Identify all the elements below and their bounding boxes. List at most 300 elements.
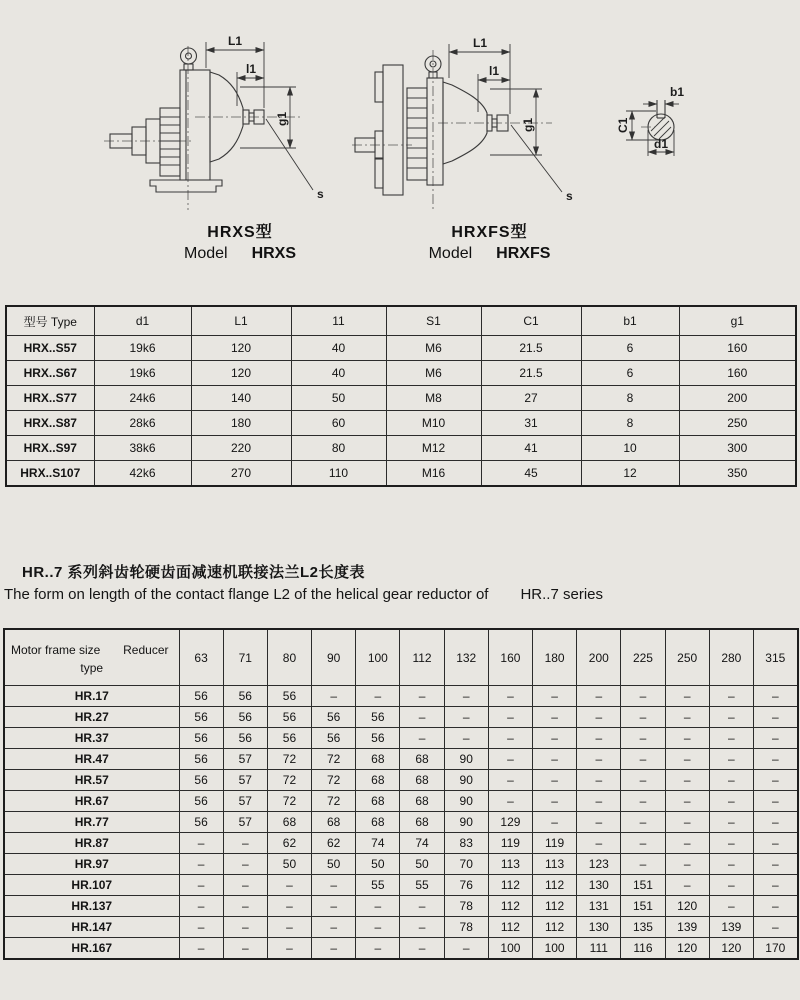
dimension-value-cell: M10 <box>386 411 481 436</box>
flange-length-cell: 68 <box>267 812 311 833</box>
flange-length-cell: – <box>621 749 665 770</box>
frame-size-header-315: 315 <box>753 629 797 686</box>
flange-title-cn: HR..7 系列斜齿轮硬齿面减速机联接法兰L2长度表 <box>22 564 366 581</box>
b1-label: b1 <box>670 85 685 99</box>
dimension-value-cell: 350 <box>679 461 796 487</box>
flange-length-cell: 56 <box>267 728 311 749</box>
flange-length-cell: – <box>267 896 311 917</box>
flange-length-cell: – <box>577 812 621 833</box>
frame-size-header-132: 132 <box>444 629 488 686</box>
flange-length-cell: – <box>621 707 665 728</box>
shaft-section-drawing <box>610 80 780 195</box>
flange-table-row <box>4 833 798 854</box>
flange-length-cell: 62 <box>312 833 356 854</box>
flange-table-row <box>4 791 798 812</box>
dimension-value-cell: 6 <box>581 361 679 386</box>
t1-column-header-4: S1 <box>386 306 481 336</box>
flange-length-cell: 56 <box>356 707 400 728</box>
dimension-value-cell: 12 <box>581 461 679 487</box>
flange-length-cell: – <box>577 749 621 770</box>
dimension-value-cell: M16 <box>386 461 481 487</box>
flange-length-cell: – <box>709 728 753 749</box>
flange-length-cell: 68 <box>356 812 400 833</box>
flange-length-cell: – <box>621 728 665 749</box>
reducer-type-cell: HR.167 <box>4 938 179 960</box>
flange-length-cell: – <box>577 707 621 728</box>
keyway <box>657 100 665 118</box>
flange-length-cell: 119 <box>533 833 577 854</box>
dimension-value-cell: M6 <box>386 336 481 361</box>
flange-length-cell: 112 <box>533 896 577 917</box>
flange-length-cell: – <box>665 791 709 812</box>
flange-length-cell: 170 <box>753 938 797 960</box>
flange-length-cell: – <box>488 686 532 707</box>
flange-length-cell: 57 <box>223 749 267 770</box>
flange-length-cell: – <box>621 854 665 875</box>
dimension-value-cell: 10 <box>581 436 679 461</box>
flange-table-row <box>4 917 798 938</box>
flange-length-cell: 56 <box>179 791 223 812</box>
flange-length-cell: 72 <box>312 791 356 812</box>
flange-length-cell: 76 <box>444 875 488 896</box>
flange-length-cell: – <box>709 896 753 917</box>
flange-length-cell: 55 <box>400 875 444 896</box>
g1-label: g1 <box>521 117 535 132</box>
flange-length-cell: 131 <box>577 896 621 917</box>
hrxs-caption-cn: HRXS型 <box>207 224 273 241</box>
dimension-value-cell: 38k6 <box>94 436 191 461</box>
flange-length-cell: 56 <box>223 728 267 749</box>
dimension-value-cell: 31 <box>481 411 581 436</box>
reducer-type-cell: HR.147 <box>4 917 179 938</box>
flange-length-cell: 50 <box>267 854 311 875</box>
s-label: s <box>566 189 573 203</box>
flange-length-cell: – <box>577 833 621 854</box>
flange-length-cell: 116 <box>621 938 665 960</box>
model-type-cell: HRX..S67 <box>6 361 94 386</box>
reducer-label: Reducer <box>123 642 169 657</box>
flange-length-cell: – <box>709 875 753 896</box>
dimension-value-cell: 140 <box>191 386 291 411</box>
hrxs-drawing <box>100 20 345 235</box>
s-leader-line <box>511 125 562 192</box>
model-type-cell: HRX..S107 <box>6 461 94 487</box>
ribbed-housing <box>407 88 427 180</box>
flange-length-cell: – <box>709 770 753 791</box>
corner-header-cell <box>4 629 179 686</box>
flange-table-row <box>4 854 798 875</box>
L1-label: L1 <box>227 34 243 48</box>
frame-size-header-71: 71 <box>223 629 267 686</box>
flange-length-cell: 68 <box>400 749 444 770</box>
flange-length-cell: – <box>179 917 223 938</box>
flange-length-cell: – <box>179 938 223 960</box>
dimension-value-cell: 120 <box>191 336 291 361</box>
flange-length-cell: – <box>533 749 577 770</box>
motor-frame-size-label: Motor frame size <box>11 642 101 657</box>
dimension-value-cell: 8 <box>581 386 679 411</box>
hrxs-caption <box>160 219 320 263</box>
reducer-type-cell: HR.97 <box>4 854 179 875</box>
reducer-type-cell: HR.107 <box>4 875 179 896</box>
flange-length-cell: – <box>533 728 577 749</box>
flange-length-cell: – <box>223 875 267 896</box>
flange-table-row <box>4 812 798 833</box>
flange-length-cell: 57 <box>223 812 267 833</box>
flange-length-cell: – <box>665 728 709 749</box>
flange-length-cell: – <box>753 875 797 896</box>
flange-length-cell: 78 <box>444 917 488 938</box>
flange-length-cell: 135 <box>621 917 665 938</box>
flange-length-cell: 83 <box>444 833 488 854</box>
flange-length-cell: – <box>400 917 444 938</box>
reducer-type-cell: HR.77 <box>4 812 179 833</box>
flange-length-cell: 113 <box>488 854 532 875</box>
d1-label: d1 <box>653 137 669 151</box>
flange-length-cell: 70 <box>444 854 488 875</box>
dimension-table-row <box>6 411 796 436</box>
flange-length-cell: 56 <box>179 707 223 728</box>
model-type-cell: HRX..S97 <box>6 436 94 461</box>
flange-length-cell: – <box>621 770 665 791</box>
dimension-value-cell: 110 <box>291 461 386 487</box>
flange-length-cell: – <box>709 749 753 770</box>
t1-column-header-5: C1 <box>481 306 581 336</box>
C1-label: C1 <box>616 117 630 133</box>
flange-length-cell: 74 <box>400 833 444 854</box>
flange-length-cell: 90 <box>444 749 488 770</box>
dimension-value-cell: 50 <box>291 386 386 411</box>
flange-length-cell: – <box>577 791 621 812</box>
model-label: Model <box>428 245 473 262</box>
dimension-value-cell: 250 <box>679 411 796 436</box>
frame-size-header-280: 280 <box>709 629 753 686</box>
gear-case <box>427 78 443 185</box>
flange-length-cell: – <box>621 833 665 854</box>
flange-length-cell: 56 <box>356 728 400 749</box>
L1-label: L1 <box>472 36 488 50</box>
flange-length-cell: – <box>312 917 356 938</box>
flange-length-cell: – <box>312 938 356 960</box>
t1-column-header-0: 型号 Type <box>6 306 94 336</box>
flange-length-cell: – <box>577 686 621 707</box>
t1-column-header-1: d1 <box>94 306 191 336</box>
flange-length-cell: – <box>753 749 797 770</box>
dimension-value-cell: 24k6 <box>94 386 191 411</box>
flange-title-en <box>4 586 603 603</box>
flange-length-cell: 68 <box>356 770 400 791</box>
flange-length-cell: – <box>533 707 577 728</box>
reducer-type-cell: HR.47 <box>4 749 179 770</box>
flange-length-cell: – <box>179 896 223 917</box>
dimension-value-cell: 40 <box>291 361 386 386</box>
flange-length-cell: – <box>223 833 267 854</box>
reducer-type-cell: HR.27 <box>4 707 179 728</box>
flange-length-cell: 120 <box>665 896 709 917</box>
flange-length-cell: – <box>753 728 797 749</box>
flange-length-cell: – <box>400 707 444 728</box>
flange-length-cell: 112 <box>488 875 532 896</box>
flange-length-cell: – <box>267 938 311 960</box>
model-type-cell: HRX..S87 <box>6 411 94 436</box>
flange-length-cell: 100 <box>533 938 577 960</box>
flange-length-cell: – <box>356 917 400 938</box>
flange-length-cell: – <box>577 770 621 791</box>
dimension-value-cell: 19k6 <box>94 336 191 361</box>
dimension-value-cell: 120 <box>191 361 291 386</box>
dimension-value-cell: 28k6 <box>94 411 191 436</box>
frame-size-header-63: 63 <box>179 629 223 686</box>
mounting-flange <box>383 65 403 195</box>
flange-length-cell: – <box>753 854 797 875</box>
dimension-table-row <box>6 461 796 487</box>
flange-length-cell: 55 <box>356 875 400 896</box>
flange-length-cell: 119 <box>488 833 532 854</box>
flange-length-table <box>3 628 799 960</box>
model-name: HRXS <box>251 245 297 262</box>
dimension-value-cell: 200 <box>679 386 796 411</box>
flange-length-cell: – <box>267 917 311 938</box>
dimension-value-cell: 220 <box>191 436 291 461</box>
flange-length-cell: 130 <box>577 917 621 938</box>
flange-length-cell: 139 <box>665 917 709 938</box>
flange-length-cell: – <box>444 728 488 749</box>
flange-length-cell: 120 <box>709 938 753 960</box>
flange-length-cell: 56 <box>267 707 311 728</box>
reducer-type-cell: HR.17 <box>4 686 179 707</box>
flange-length-cell: 112 <box>488 917 532 938</box>
flange-length-cell: 56 <box>179 770 223 791</box>
flange-length-cell: 68 <box>356 791 400 812</box>
eyebolt <box>181 48 197 64</box>
flange-title-series: HR..7 series <box>520 586 603 603</box>
flange-length-cell: 112 <box>533 917 577 938</box>
flange-length-cell: 72 <box>312 749 356 770</box>
flange-table-row <box>4 707 798 728</box>
flange-length-cell: – <box>488 707 532 728</box>
flange-length-cell: – <box>223 938 267 960</box>
dimension-value-cell: 160 <box>679 336 796 361</box>
dimension-value-cell: 300 <box>679 436 796 461</box>
flange-table-row <box>4 896 798 917</box>
flange-length-cell: – <box>400 686 444 707</box>
housing-ribs <box>160 117 180 165</box>
flange-length-cell: – <box>400 728 444 749</box>
base-foot <box>150 180 222 192</box>
model-type-cell: HRX..S57 <box>6 336 94 361</box>
eyebolt-hole <box>186 53 192 59</box>
s-leader-line <box>266 119 313 190</box>
hrxfs-caption-en <box>407 245 572 263</box>
flange-length-cell: – <box>267 875 311 896</box>
flange-length-cell: 120 <box>665 938 709 960</box>
dimension-value-cell: M12 <box>386 436 481 461</box>
frame-size-header-200: 200 <box>577 629 621 686</box>
dimension-value-cell: M6 <box>386 361 481 386</box>
dimension-value-cell: M8 <box>386 386 481 411</box>
flange-length-cell: – <box>488 749 532 770</box>
flange-length-cell: – <box>223 917 267 938</box>
frame-size-header-112: 112 <box>400 629 444 686</box>
flange-length-cell: 50 <box>312 854 356 875</box>
dimension-value-cell: 80 <box>291 436 386 461</box>
flange-length-cell: – <box>709 686 753 707</box>
flange-length-cell: 123 <box>577 854 621 875</box>
frame-size-header-160: 160 <box>488 629 532 686</box>
dimension-table-header-row <box>6 306 796 336</box>
dimension-value-cell: 41 <box>481 436 581 461</box>
flange-length-cell: 90 <box>444 770 488 791</box>
dimension-value-cell: 180 <box>191 411 291 436</box>
flange-length-cell: – <box>665 875 709 896</box>
flange-length-cell: – <box>621 791 665 812</box>
flange-length-cell: – <box>533 791 577 812</box>
flange-length-cell: 68 <box>356 749 400 770</box>
flange-length-cell: 56 <box>267 686 311 707</box>
flange-length-cell: 56 <box>179 812 223 833</box>
s-label: s <box>317 187 324 201</box>
flange-length-cell: 57 <box>223 791 267 812</box>
flange-length-cell: – <box>753 791 797 812</box>
frame-size-header-180: 180 <box>533 629 577 686</box>
flange-length-cell: 56 <box>179 686 223 707</box>
flange-table-header-row <box>4 629 798 686</box>
model-name: HRXFS <box>496 245 551 262</box>
flange-length-cell: – <box>400 896 444 917</box>
flange-length-cell: – <box>223 896 267 917</box>
dimension-value-cell: 27 <box>481 386 581 411</box>
frame-size-header-250: 250 <box>665 629 709 686</box>
section-hatching <box>651 117 671 139</box>
hrxs-caption-en <box>160 245 320 263</box>
flange-title-en-text: The form on length of the contact flange L2 of the helical gear reductor of <box>4 586 489 603</box>
flange-length-cell: – <box>709 791 753 812</box>
flange-length-cell: 112 <box>533 875 577 896</box>
dimension-table-row <box>6 336 796 361</box>
flange-length-cell: 68 <box>400 812 444 833</box>
flange-length-cell: – <box>444 938 488 960</box>
flange-length-cell: 62 <box>267 833 311 854</box>
flange-length-cell: 130 <box>577 875 621 896</box>
flange-length-cell: 139 <box>709 917 753 938</box>
flange-length-cell: – <box>179 833 223 854</box>
flange-length-cell: – <box>665 770 709 791</box>
flange-table-row <box>4 770 798 791</box>
flange-length-cell: – <box>709 707 753 728</box>
flange-length-cell: – <box>665 833 709 854</box>
reducer-type-cell: HR.137 <box>4 896 179 917</box>
flange-length-cell: – <box>665 812 709 833</box>
l1-label: l1 <box>245 62 257 76</box>
flange-length-cell: 68 <box>400 770 444 791</box>
flange-length-cell: 50 <box>356 854 400 875</box>
flange-length-cell: 68 <box>400 791 444 812</box>
dimension-table-row <box>6 436 796 461</box>
flange-length-cell: – <box>621 812 665 833</box>
flange-length-cell: – <box>223 854 267 875</box>
flange-length-cell: 72 <box>267 749 311 770</box>
dimension-value-cell: 160 <box>679 361 796 386</box>
flange-section-title <box>4 561 603 603</box>
frame-size-header-100: 100 <box>356 629 400 686</box>
flange-length-cell: – <box>179 854 223 875</box>
flange-length-cell: 90 <box>444 812 488 833</box>
dimension-value-cell: 40 <box>291 336 386 361</box>
ribbed-housing <box>160 108 180 176</box>
flange-length-cell: – <box>753 707 797 728</box>
flange-length-cell: – <box>488 728 532 749</box>
frame-size-header-80: 80 <box>267 629 311 686</box>
flange-length-cell: 78 <box>444 896 488 917</box>
hrxfs-caption-cn: HRXFS型 <box>451 224 528 241</box>
flange-table-row <box>4 728 798 749</box>
hrx-dimension-table <box>5 305 797 487</box>
flange-table-row <box>4 686 798 707</box>
flange-length-cell: 72 <box>312 770 356 791</box>
flange-length-cell: – <box>753 833 797 854</box>
flange-length-cell: – <box>709 833 753 854</box>
flange-length-cell: – <box>444 686 488 707</box>
reducer-type-cell: HR.87 <box>4 833 179 854</box>
flange-length-cell: – <box>577 728 621 749</box>
flange-length-cell: 72 <box>267 791 311 812</box>
flange-length-cell: – <box>665 749 709 770</box>
gear-case <box>180 70 210 180</box>
t1-column-header-2: L1 <box>191 306 291 336</box>
flange-lug-top <box>375 72 383 102</box>
flange-table-row <box>4 938 798 960</box>
model-label: Model <box>183 245 228 262</box>
flange-length-cell: – <box>753 812 797 833</box>
flange-length-cell: 56 <box>312 728 356 749</box>
flange-length-cell: – <box>312 686 356 707</box>
flange-length-cell: – <box>753 686 797 707</box>
hrxfs-drawing <box>350 20 595 235</box>
dimension-value-cell: 45 <box>481 461 581 487</box>
flange-length-cell: 113 <box>533 854 577 875</box>
flange-length-cell: – <box>179 875 223 896</box>
flange-length-cell: – <box>753 917 797 938</box>
flange-length-cell: 50 <box>400 854 444 875</box>
flange-length-cell: 56 <box>223 707 267 728</box>
flange-length-cell: 56 <box>179 728 223 749</box>
flange-length-cell: – <box>753 770 797 791</box>
frame-size-header-90: 90 <box>312 629 356 686</box>
frame-size-header-225: 225 <box>621 629 665 686</box>
flange-length-cell: 57 <box>223 770 267 791</box>
flange-length-cell: – <box>621 686 665 707</box>
l1-label: l1 <box>488 64 500 78</box>
flange-length-cell: – <box>444 707 488 728</box>
flange-length-cell: 68 <box>312 812 356 833</box>
flange-length-cell: 56 <box>179 749 223 770</box>
flange-length-cell: – <box>709 854 753 875</box>
flange-length-cell: 129 <box>488 812 532 833</box>
flange-length-cell: – <box>356 938 400 960</box>
t1-column-header-3: 11 <box>291 306 386 336</box>
flange-length-cell: – <box>312 875 356 896</box>
flange-length-cell: – <box>753 896 797 917</box>
flange-length-cell: – <box>709 812 753 833</box>
flange-length-cell: – <box>665 686 709 707</box>
housing-ribs <box>407 98 427 168</box>
flange-length-cell: – <box>533 770 577 791</box>
flange-length-cell: – <box>356 686 400 707</box>
reducer-type-cell: HR.37 <box>4 728 179 749</box>
flange-length-cell: 112 <box>488 896 532 917</box>
dimension-table-row <box>6 361 796 386</box>
flange-lug-bottom <box>375 158 383 188</box>
